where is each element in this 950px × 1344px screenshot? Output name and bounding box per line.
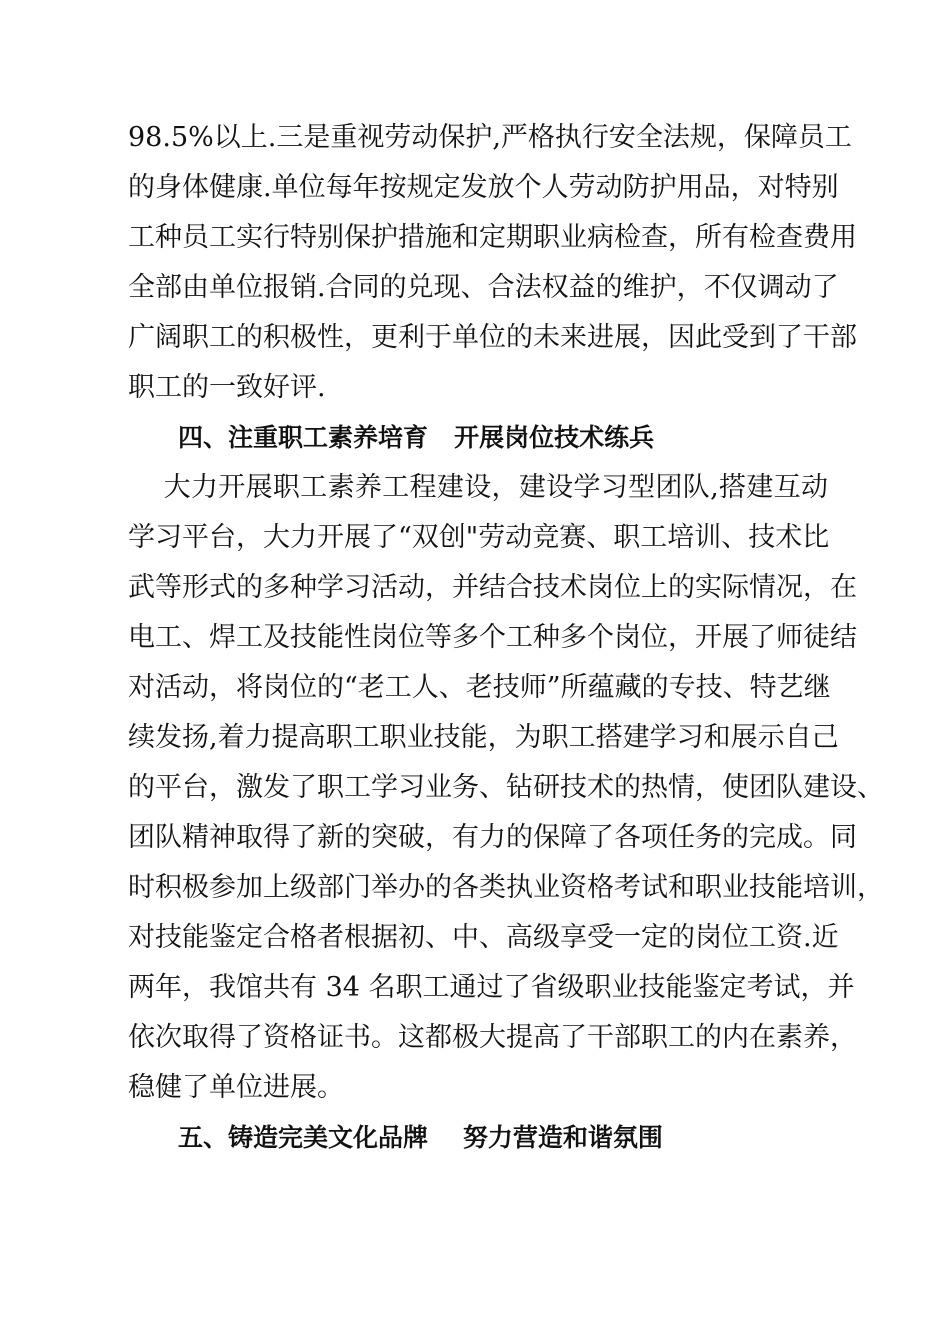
paragraph-line: 的平台，激发了职工学习业务、钻研技术的热情，使团队建设、 bbox=[128, 772, 884, 803]
paragraph-line: 续发扬,着力提高职工职业技能，为职工搭建学习和展示自己 bbox=[128, 722, 839, 753]
paragraph-line: 学习平台，大力开展了“双创"劳动竞赛、职工培训、技术比 bbox=[128, 522, 830, 553]
paragraph-line: 依次取得了资格证书。这都极大提高了干部职工的内在素养， bbox=[128, 1022, 857, 1053]
paragraph-line: 全部由单位报销.合同的兑现、合法权益的维护，不仅调动了 bbox=[128, 272, 839, 303]
paragraph-line: 对活动，将岗位的“老工人、老技师”所蕴藏的专技、特艺继 bbox=[128, 672, 831, 703]
paragraph-line: 广阔职工的积极性，更利于单位的未来进展，因此受到了干部 bbox=[128, 322, 857, 353]
paragraph-line: 对技能鉴定合格者根据初、中、高级享受一定的岗位工资.近 bbox=[128, 922, 839, 953]
section-heading-5: 五、铸造完美文化品牌 努力营造和谐氛围 bbox=[178, 1123, 663, 1152]
paragraph-line: 工种员工实行特别保护措施和定期职业病检查，所有检查费用 bbox=[128, 222, 857, 253]
paragraph-line: 团队精神取得了新的突破，有力的保障了各项任务的完成。同 bbox=[128, 822, 857, 853]
paragraph-line: 两年，我馆共有 34 名职工通过了省级职业技能鉴定考试，并 bbox=[128, 972, 855, 1003]
paragraph-line: 的身体健康.单位每年按规定发放个人劳动防护用品，对特别 bbox=[128, 172, 839, 203]
paragraph-line: 稳健了单位进展。 bbox=[128, 1072, 344, 1103]
paragraph-line: 武等形式的多种学习活动，并结合技术岗位上的实际情况，在 bbox=[128, 572, 857, 603]
paragraph-line: 职工的一致好评. bbox=[128, 372, 326, 403]
paragraph-line: 时积极参加上级部门举办的各类执业资格考试和职业技能培训， bbox=[128, 872, 884, 903]
paragraph-line: 98.5%以上.三是重视劳动保护,严格执行安全法规，保障员工 bbox=[128, 122, 852, 153]
paragraph-line: 大力开展职工素养工程建设，建设学习型团队,搭建互动 bbox=[128, 472, 828, 503]
paragraph-line: 电工、焊工及技能性岗位等多个工种多个岗位，开展了师徒结 bbox=[128, 622, 857, 653]
section-heading-4: 四、注重职工素养培育 开展岗位技术练兵 bbox=[178, 423, 655, 452]
